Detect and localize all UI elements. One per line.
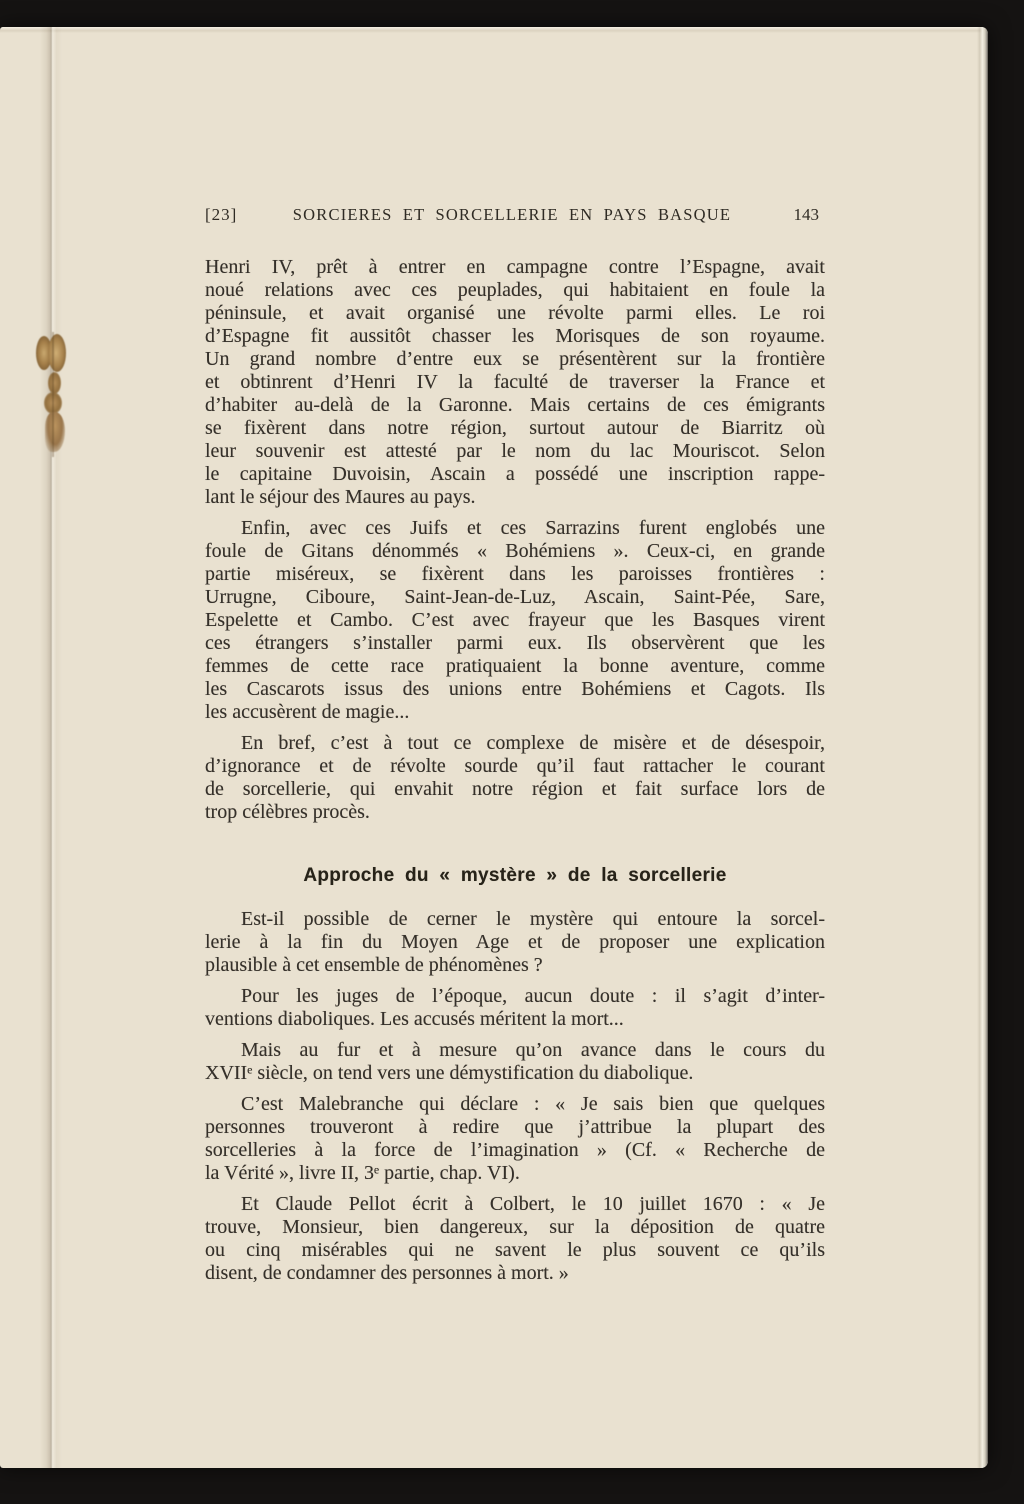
text-line: C’est Malebranche qui déclare : « Je sais bien que quelques (241, 1093, 825, 1115)
text-line: plausible à cet ensemble de phénomènes ? (205, 954, 543, 976)
text-line: noué relations avec ces peuplades, qui habitaient en foule la (205, 279, 825, 301)
text-line: d’ignorance et de révolte sourde qu’il faut rattacher le courant (205, 755, 825, 777)
text-line: trouve, Monsieur, bien dangereux, sur la déposition de quatre (205, 1216, 825, 1238)
text-line: ventions diaboliques. Les accusés méritent la mort... (205, 1008, 624, 1030)
page-right-edge (977, 27, 988, 1468)
text-line: lant le séjour des Maures au pays. (205, 486, 476, 508)
paragraph (205, 732, 825, 824)
gutter-crease (40, 27, 62, 1468)
page-number: 143 (793, 205, 819, 224)
stain-blob (48, 334, 66, 372)
text-line: d’habiter au-delà de la Garonne. Mais certains de ces émigrants (205, 394, 825, 416)
text-line: ou cinq misérables qui ne savent le plus souvent ce qu’ils (205, 1239, 825, 1261)
text-line: trop célèbres procès. (205, 801, 370, 823)
text-line: femmes de cette race pratiquaient la bonne aventure, comme (205, 655, 825, 677)
stain-blob (45, 412, 65, 452)
text-line: d’Espagne fit aussitôt chasser les Morisques de son royaume. (205, 325, 825, 347)
stain-blob (44, 392, 62, 414)
text-line: se fixèrent dans notre région, surtout autour de Biarritz où (205, 417, 825, 439)
page-top-edge (0, 27, 988, 33)
text-line: et obtinrent d’Henri IV la faculté de traverser la France et (205, 371, 825, 393)
text-line: de sorcellerie, qui envahit notre région et fait surface lors de (205, 778, 825, 800)
text-line: foule de Gitans dénommés « Bohémiens ». Ceux-ci, en grande (205, 540, 825, 562)
text-line: Pour les juges de l’époque, aucun doute : il s’agit d’inter- (241, 985, 825, 1007)
text-line: XVIIᵉ siècle, on tend vers une démystification du diabolique. (205, 1062, 694, 1084)
text-line: les accusèrent de magie... (205, 701, 410, 723)
text-line: Et Claude Pellot écrit à Colbert, le 10 juillet 1670 : « Je (241, 1193, 825, 1215)
text-line: Est-il possible de cerner le mystère qui entoure la sorcel- (241, 908, 825, 930)
text-line: le capitaine Duvoisin, Ascain a possédé une inscription rappe- (205, 463, 825, 485)
page-body (205, 256, 825, 1285)
text-line: la Vérité », livre II, 3ᵉ partie, chap. VI). (205, 1162, 520, 1184)
text-line: Henri IV, prêt à entrer en campagne contre l’Espagne, avait (205, 256, 825, 278)
text-line: partie miséreux, se fixèrent dans les paroisses frontières : (205, 563, 825, 585)
text-line: disent, de condamner des personnes à mort. » (205, 1262, 569, 1284)
section-number: [23] (205, 205, 238, 224)
text-line: Urrugne, Ciboure, Saint-Jean-de-Luz, Ascain, Saint-Pée, Sare, (205, 586, 825, 608)
book-page (0, 27, 988, 1468)
paragraph (205, 908, 825, 977)
stain-blob (36, 336, 52, 370)
binding-stain (34, 332, 74, 457)
stain-blob (48, 372, 61, 394)
running-header (205, 203, 825, 226)
paragraph (205, 985, 825, 1031)
text-line: leur souvenir est attesté par le nom du lac Mouriscot. Selon (205, 440, 825, 462)
section-heading: Approche du « mystère » de la sorcellerie (303, 865, 727, 886)
text-line: les Cascarots issus des unions entre Bohémiens et Cagots. Ils (205, 678, 825, 700)
text-line: Espelette et Cambo. C’est avec frayeur que les Basques virent (205, 609, 825, 631)
text-line: sorcelleries à la force de l’imagination » (Cf. « Recherche de (205, 1139, 825, 1161)
paragraph (205, 517, 825, 724)
text-column (205, 203, 825, 1293)
running-title: SORCIERES ET SORCELLERIE EN PAYS BASQUE (292, 205, 732, 224)
paragraph (205, 1093, 825, 1185)
paragraph (205, 1039, 825, 1085)
text-line: En bref, c’est à tout ce complexe de misère et de désespoir, (241, 732, 825, 754)
stain-seam (52, 332, 54, 457)
text-line: péninsule, et avait organisé une révolte parmi elles. Le roi (205, 302, 825, 324)
text-line: personnes trouveront à redire que j’attribue la plupart des (205, 1116, 825, 1138)
paragraph (205, 256, 825, 509)
text-line: Un grand nombre d’entre eux se présentèrent sur la frontière (205, 348, 825, 370)
text-line: Mais au fur et à mesure qu’on avance dans le cours du (241, 1039, 825, 1061)
text-line: Enfin, avec ces Juifs et ces Sarrazins furent englobés une (241, 517, 825, 539)
text-line: lerie à la fin du Moyen Age et de proposer une explication (205, 931, 825, 953)
text-line: ces étrangers s’installer parmi eux. Ils observèrent que les (205, 632, 825, 654)
paragraph (205, 1193, 825, 1285)
